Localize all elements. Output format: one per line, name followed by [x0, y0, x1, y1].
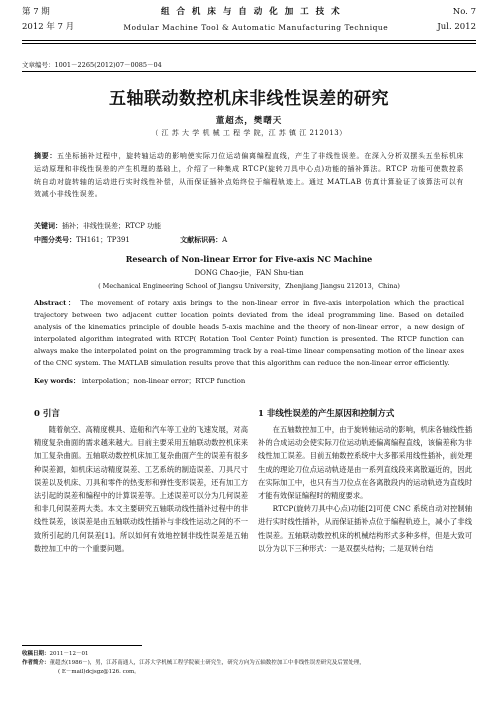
- doc-code-label: 文献标识码：: [180, 235, 223, 244]
- received-label: 收稿日期：: [22, 651, 50, 657]
- article-number: 文章编号：1001－2265(2012)07－0085－04: [22, 61, 162, 69]
- section-1-heading: 1 非线性误差的产生原因和控制方式: [258, 409, 395, 419]
- issue-no: No. 7: [452, 7, 476, 17]
- section-1-paragraph-1: 在五轴数控加工中，由于旋转轴运动的影响，机床各轴线性插补的合成运动会使实际刀位运动轨迹偏离编程直线，该偏差称为非线性加工误差。目前五轴数控系统中大多都采用线性插补，前处理生成的理论刀位点运动轨迹是由一系列直线段来离散逼近的，因此在实际加工中，也只有当刀位点在各离散段内的运动轨迹为直线时才能有效保证编程时的精度要求。: [258, 425, 472, 501]
- english-title: Research of Non-linear Error for Five-axis NC Machine: [125, 254, 373, 264]
- english-authors: DONG Chao-jie，FAN Shu-tian: [194, 269, 304, 277]
- keywords-en: [34, 375, 464, 385]
- keywords-cn-text: 插补；非线性误差；RTCP 功能: [62, 222, 162, 230]
- left-column: [34, 423, 248, 555]
- keywords-en-label: Key words：: [34, 377, 80, 385]
- keywords-cn-label: 关键词：: [34, 221, 62, 230]
- received-date: 2011－12－01: [49, 651, 89, 657]
- english-affiliation: ( Mechanical Engineering School of Jiangsu University，Zhenjiang Jiangsu 212013，China): [98, 282, 400, 290]
- paper-title: 五轴联动数控机床非线性误差的研究: [109, 89, 389, 109]
- keywords-en-text: interpolation；non-linear error；RTCP function: [81, 377, 246, 385]
- article-number-rule: [22, 71, 476, 72]
- journal-name-cn: 组 合 机 床 与 自 动 化 加 工 技 术: [161, 7, 342, 17]
- date-cn: 2012 年 7 月: [22, 22, 75, 32]
- header-rule: [22, 40, 476, 41]
- header-rule-thin: [22, 43, 476, 44]
- issue-cn: 第 7 期: [22, 7, 50, 17]
- journal-name-en: Modular Machine Tool & Automatic Manufacturing Technique: [123, 23, 389, 32]
- abstract-en: [34, 297, 464, 370]
- footnote-rule: [22, 645, 142, 646]
- clc-value: TH161；TP391: [76, 236, 130, 244]
- author-email: ( E－mail)dcjsgz@126. com。: [58, 668, 140, 675]
- abstract-cn-label: 摘要：: [34, 151, 58, 160]
- affiliation: （ 江 苏 大 学 机 械 工 程 学 院，江 苏 镇 江 212013）: [151, 129, 347, 137]
- section-0-heading: 0 引言: [34, 409, 60, 419]
- author-bio: 董超杰(1986－)，男，江苏南通人，江苏大学机械工程学院硕士研究生，研究方向为五轴数控加工中非线性误差研究及后置处理，: [49, 659, 365, 666]
- keywords-cn: [34, 221, 161, 231]
- doc-code-value: A: [222, 236, 228, 244]
- clc-label: 中图分类号：: [34, 235, 76, 244]
- right-column: [258, 423, 472, 555]
- classification: [34, 235, 227, 245]
- abstract-en-label: Abstract：: [34, 299, 77, 307]
- footnote: [22, 650, 478, 676]
- abstract-cn: [34, 150, 464, 201]
- bio-label: 作者简介：: [22, 659, 50, 666]
- date-en: Jul. 2012: [437, 22, 476, 32]
- section-1-paragraph-2: RTCP(旋转刀具中心点)功能[2]可使 CNC 系统自动对控制轴进行实时线性插补，从而保证插补点位于编程轨迹上，减小了非线性误差。五轴联动数控机床的机械结构形式多种多样，但是大致可以分为以下三种形式：一是双摆头结构；二是双转台结: [258, 504, 472, 553]
- abstract-en-text: The movement of rotary axis brings to the non-linear error in five-axis interpolation which the practical trajectory between two adjacent cutter location points deviated from the ideal programming line. Based on detailed analysis of the kinematics principle of double heads 5-axis machine and the theory of non-linear error，a new design of interpolated algorithm integrated with RTCP( Rotation Tool Center Point) function is presented. The RTCP function can always make the interpolated point on the programming track by a real-time linear compensating motion of the linear axes of the CNC system. The MATLAB simulation results prove that this algorithm can reduce the non-linear error efficiently.: [34, 299, 464, 368]
- running-header: [22, 5, 476, 45]
- abstract-cn-text: 五坐标插补过程中，旋转轴运动的影响使实际刀位运动偏离编程直线，产生了非线性误差。在深入分析双摆头五坐标机床运动原理和非线性误差的产生机理的基础上，介绍了一种集成 RTCP(旋转刀具中心点)功能的插补算法。RTCP 功能可使数控系统自动对旋转轴的运动进行实时线性补偿，从而保证插补点始终位于编程轨迹上。通过 MATLAB 仿真计算验证了该算法可以有效减小非线性误差。: [34, 152, 464, 199]
- authors: 董超杰，樊曙天: [215, 116, 283, 126]
- section-0-paragraph: 随着航空、高精度模具、造船和汽车等工业的飞速发展，对高精度复杂曲面的需求越来越大。目前主要采用五轴联动数控机床来加工复杂曲面。五轴联动数控机床加工复杂曲面产生的误差有很多种误差源，如机床运动精度误差、工艺系统的制造误差、刀具尺寸误差以及机床、刀具和零件的热变形和弹性变形误差，还有加工方法引起的误差和编程中的计算误差等。上述误差可以分为几何误差和非几何误差两大类。本文主要研究五轴联动线性插补过程中的非线性误差，该误差是由五轴联动线性插补与非线性运动之间的不一致所引起的几何误差[1]。所以如何有效地控制非线性误差是五轴数控加工中的一个重要问题。: [34, 425, 248, 553]
